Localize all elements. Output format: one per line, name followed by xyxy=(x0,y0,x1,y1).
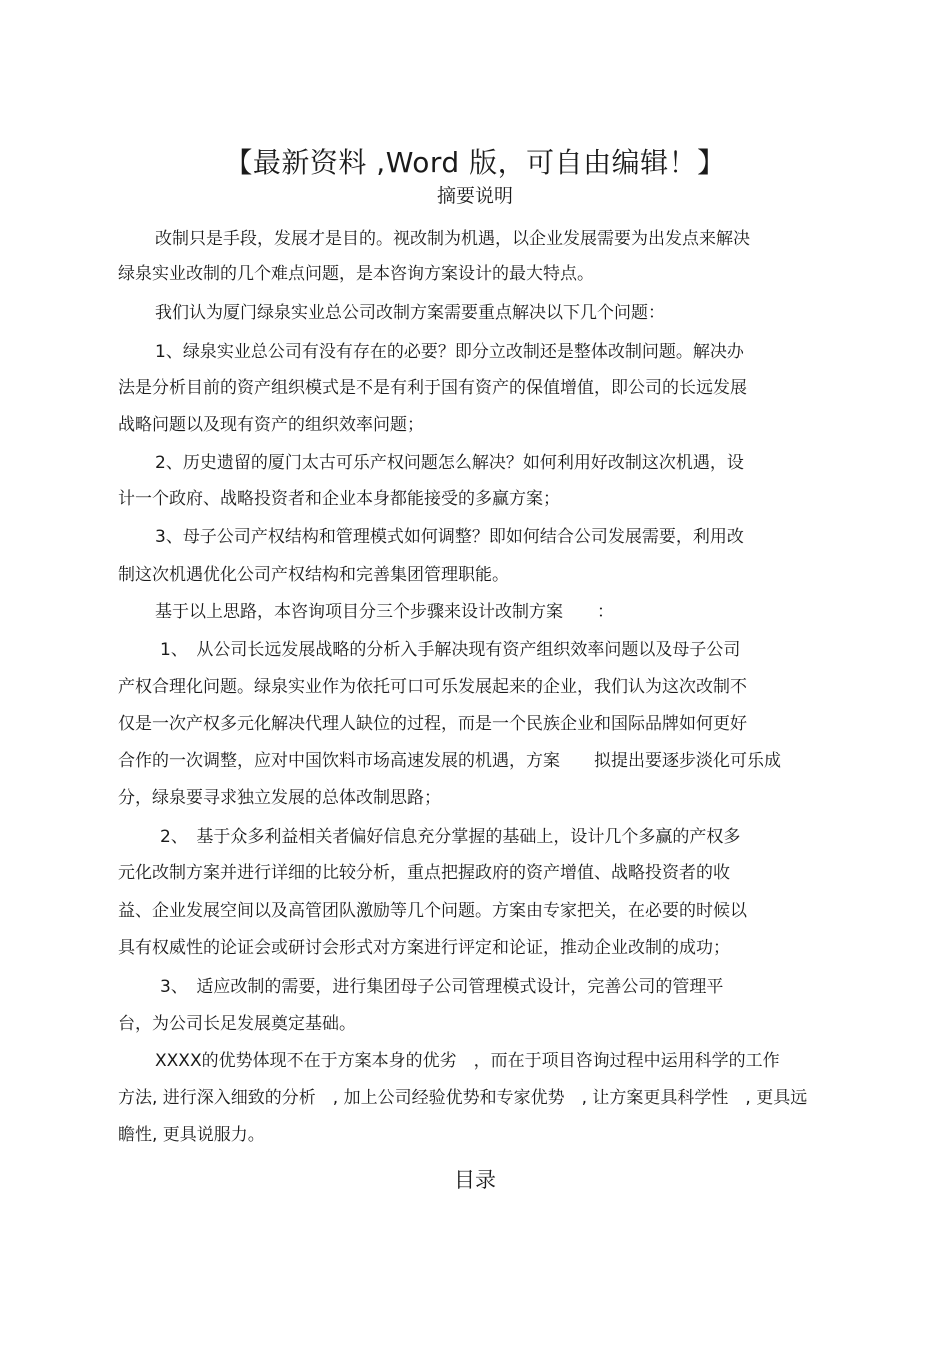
toc-heading: 目录 xyxy=(454,1168,496,1192)
body-line: 仅是一次产权多元化解决代理人缺位的过程，而是一个民族企业和国际品牌如何更好 xyxy=(118,714,747,734)
body-line: 计一个政府、战略投资者和企业本身都能接受的多赢方案； xyxy=(118,489,560,509)
body-line: 元化改制方案并进行详细的比较分析，重点把握政府的资产增值、战略投资者的收 xyxy=(118,863,730,883)
body-line: 3、 适应改制的需要，进行集团母子公司管理模式设计，完善公司的管理平 xyxy=(160,977,724,997)
body-line: 台，为公司长足发展奠定基础。 xyxy=(118,1014,356,1034)
body-line: XXXX的优势体现不在于方案本身的优劣 ，而在于项目咨询过程中运用科学的工作 xyxy=(155,1051,780,1071)
body-line: 产权合理化问题。绿泉实业作为依托可口可乐发展起来的企业，我们认为这次改制不 xyxy=(118,677,747,697)
body-line: 2、 基于众多利益相关者偏好信息充分掌握的基础上，设计几个多赢的产权多 xyxy=(160,827,741,847)
body-line: 3、母子公司产权结构和管理模式如何调整？即如何结合公司发展需要，利用改 xyxy=(155,527,744,547)
body-line: 2、历史遗留的厦门太古可乐产权问题怎么解决？如何利用好改制这次机遇，设 xyxy=(155,453,744,473)
body-line: 分，绿泉要寻求独立发展的总体改制思路； xyxy=(118,788,441,808)
body-line: 战略问题以及现有资产的组织效率问题； xyxy=(118,415,424,435)
body-line: 制这次机遇优化公司产权结构和完善集团管理职能。 xyxy=(118,565,509,585)
body-line: 改制只是手段，发展才是目的。视改制为机遇，以企业发展需要为出发点来解决 xyxy=(155,229,750,249)
document-title: 【最新资料 ,Word 版，可自由编辑！】 xyxy=(224,146,726,179)
body-line: 绿泉实业改制的几个难点问题，是本咨询方案设计的最大特点。 xyxy=(118,264,594,284)
body-line: 益、企业发展空间以及高管团队激励等几个问题。方案由专家把关，在必要的时候以 xyxy=(118,901,747,921)
body-line: 1、 从公司长远发展战略的分析入手解决现有资产组织效率问题以及母子公司 xyxy=(160,640,741,660)
body-line: 合作的一次调整，应对中国饮料市场高速发展的机遇，方案 拟提出要逐步淡化可乐成 xyxy=(118,751,781,771)
body-line: 基于以上思路，本咨询项目分三个步骤来设计改制方案 ： xyxy=(155,602,614,622)
body-line: 我们认为厦门绿泉实业总公司改制方案需要重点解决以下几个问题： xyxy=(155,303,665,323)
body-line: 瞻性, 更具说服力。 xyxy=(118,1125,265,1145)
body-line: 1、绿泉实业总公司有没有存在的必要？即分立改制还是整体改制问题。解决办 xyxy=(155,342,744,362)
body-line: 方法, 进行深入细致的分析 , 加上公司经验优势和专家优势 , 让方案更具科学性 , 更具远 xyxy=(118,1088,808,1108)
section-heading-summary: 摘要说明 xyxy=(436,185,513,207)
body-line: 法是分析目前的资产组织模式是不是有利于国有资产的保值增值，即公司的长远发展 xyxy=(118,378,747,398)
body-line: 具有权威性的论证会或研讨会形式对方案进行评定和论证，推动企业改制的成功； xyxy=(118,938,730,958)
